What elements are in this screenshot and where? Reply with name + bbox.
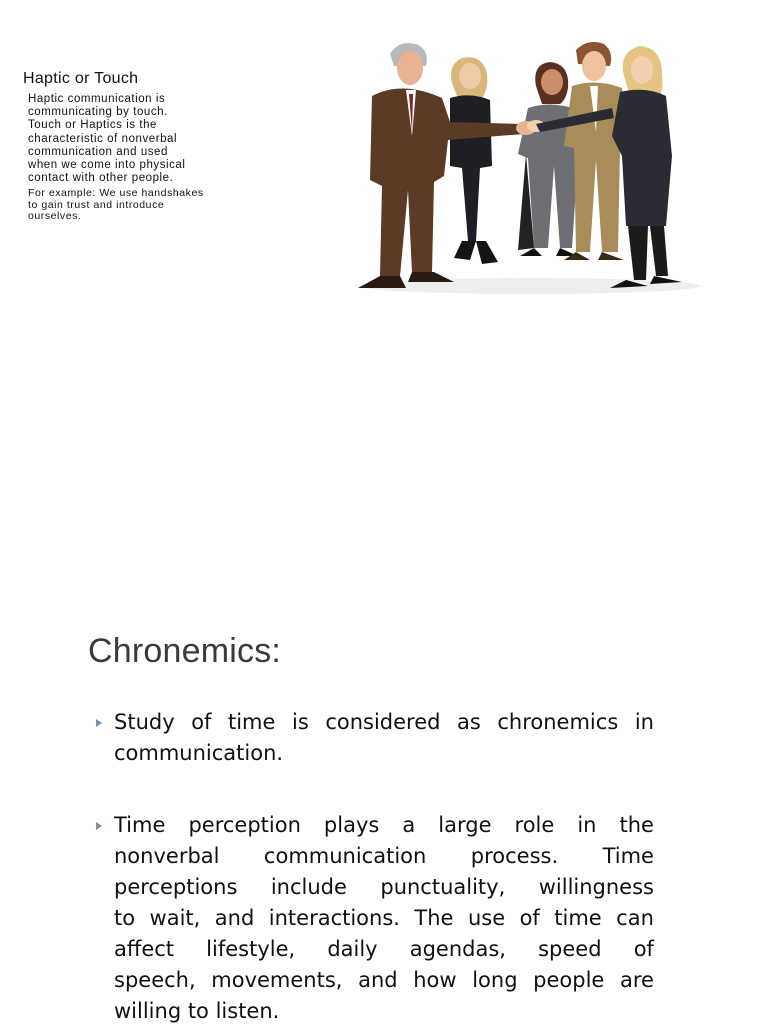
bullet-word: role [514, 813, 555, 837]
bullet-word: The [414, 906, 454, 930]
person-older-man [358, 43, 524, 288]
haptic-line: characteristic of nonverbal [28, 132, 178, 145]
haptic-slide [0, 0, 768, 300]
bullet-line [114, 934, 654, 965]
example-line: to gain trust and introduce [28, 198, 165, 211]
bullet-word: are [619, 968, 654, 992]
bullet-word: time [227, 710, 276, 734]
bullet-word: a [402, 813, 416, 837]
bullet-word: considered [325, 710, 441, 734]
bullet-word: and [358, 968, 398, 992]
bullet-line [114, 872, 654, 903]
bullet-word: daily [327, 937, 378, 961]
bullet-line [114, 841, 654, 872]
bullet-arrow-icon [96, 822, 102, 830]
bullet-word: time [554, 906, 602, 930]
haptic-example [28, 188, 328, 223]
example-line: ourselves. [28, 210, 82, 222]
bullet-line [114, 707, 654, 738]
bullet-line [114, 903, 654, 934]
bullet-word: of [633, 937, 654, 961]
bullet-word: agendas, [409, 937, 506, 961]
bullet-word: how [413, 968, 457, 992]
bullet-word: affect [114, 937, 175, 961]
bullet-word: wait, [149, 906, 201, 930]
bullet-word: the [619, 813, 654, 837]
bullet-word: people [533, 968, 605, 992]
bullet-word: lifestyle, [206, 937, 296, 961]
person-woman-left [450, 57, 498, 264]
haptic-description [28, 93, 328, 185]
bullet-word: large [438, 813, 492, 837]
bullet-word: movements, [211, 968, 343, 992]
chronemics-bullet [114, 810, 654, 1024]
bullet-word: as [457, 710, 481, 734]
bullet-line [114, 810, 654, 841]
chronemics-title: Chronemics: [88, 632, 282, 670]
bullet-word: in [634, 710, 654, 734]
haptic-line: communication and used [28, 145, 168, 158]
haptic-line: Haptic communication is [28, 93, 166, 105]
bullet-word: of [191, 710, 212, 734]
bullet-word: plays [323, 813, 380, 837]
haptic-line: contact with other people. [28, 172, 174, 185]
bullet-word: willingness [538, 875, 654, 899]
bullet-word: interactions. [268, 906, 400, 930]
bullet-word: Study [114, 710, 175, 734]
bullet-word: Time [114, 813, 166, 837]
bullet-word: perceptions [114, 875, 238, 899]
bullet-word: punctuality, [380, 875, 506, 899]
haptic-line: communicating by touch. [28, 106, 168, 119]
bullet-word: in [577, 813, 597, 837]
bullet-word: perception [188, 813, 301, 837]
bullet-word: speech, [114, 968, 196, 992]
bullet-line [114, 996, 654, 1024]
chronemics-bullet [114, 707, 654, 769]
bullet-word: process. [470, 844, 559, 868]
bullet-word: chronemics [497, 710, 619, 734]
bullet-word: communication [263, 844, 427, 868]
bullet-word: speed [538, 937, 602, 961]
bullet-word: long [472, 968, 518, 992]
example-line: For example: We use handshakes [28, 187, 204, 199]
bullet-word: use [467, 906, 506, 930]
bullet-word: and [214, 906, 255, 930]
bullet-word: include [270, 875, 347, 899]
bullet-word: to [114, 906, 136, 930]
group-handshake-photo [350, 36, 710, 298]
bullet-arrow-icon [96, 719, 102, 727]
bullet-line [114, 738, 654, 769]
bullet-word: is [291, 710, 309, 734]
bullet-text: communication. [114, 741, 284, 765]
haptic-title: Haptic or Touch [23, 70, 139, 87]
bullet-word: nonverbal [114, 844, 220, 868]
bullet-word: can [616, 906, 654, 930]
bullet-word: Time [602, 844, 654, 868]
person-woman-right [610, 46, 682, 288]
bullet-line [114, 965, 654, 996]
bullet-text: willing to listen. [114, 999, 280, 1023]
bullet-word: of [519, 906, 540, 930]
haptic-line: when we come into physical [28, 159, 186, 172]
haptic-line: Touch or Haptics is the [28, 119, 157, 132]
